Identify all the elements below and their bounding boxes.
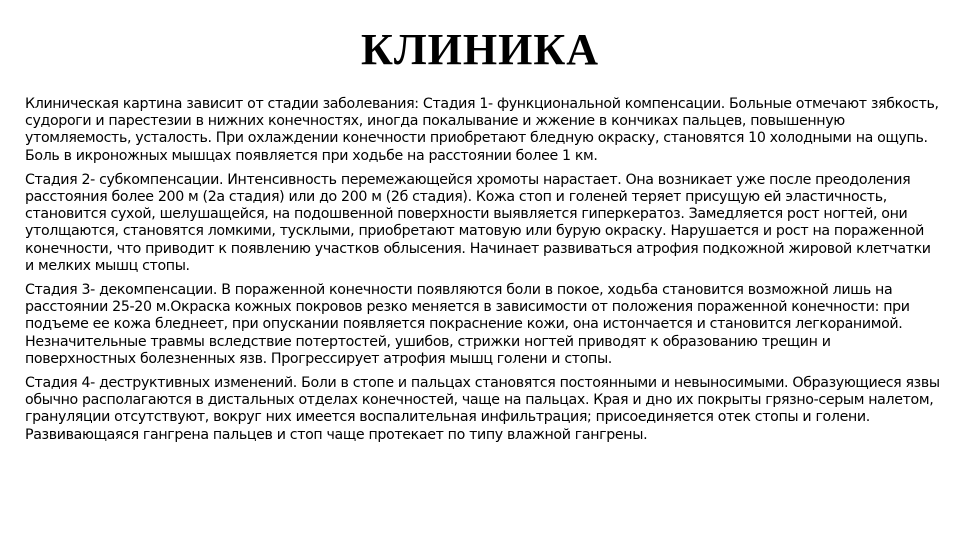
paragraph-stage-3: Стадия 3- декомпенсации. В пораженной конечности появляются боли в покое, ходьба становится возможной лишь на расстоянии 25-20 м.Окраска кожных покровов резко меняется в зависимости от положения пораженной конечности: при подъеме ее кожа бледнеет, при опускании появляется покраснение кожи, она истончается и становится легкоранимой. Незначительные травмы вследствие потертостей, ушибов, стрижки ногтей приводят к образованию трещин и поверхностных болезненных язв. Прогрессирует атрофия мышц голени и стопы. <box>25 282 910 367</box>
slide-body <box>25 96 940 451</box>
paragraph-stage-4: Стадия 4- деструктивных изменений. Боли в стопе и пальцах становятся постоянными и невыносимыми. Образующиеся язвы обычно располагаются в дистальных отделах конечностей, чаще на пальцах. Края и дно их покрыты грязно-серым налетом, грануляции отсутствуют, вокруг них имеется воспалительная инфильтрация; присоединяется отек стопы и голени. Развивающаяся гангрена пальцев и стоп чаще протекает по типу влажной гангрены. <box>25 375 940 443</box>
slide-title: КЛИНИКА <box>360 25 600 74</box>
paragraph-stage-2: Стадия 2- субкомпенсации. Интенсивность перемежающейся хромоты нарастает. Она возникает уже после преодоления расстояния более 200 м (2а стадия) или до 200 м (2б стадия). Кожа стоп и голеней теряет присущую ей эластичность, становится сухой, шелушащейся, на подошвенной поверхности выявляется гиперкератоз. Замедляется рост ногтей, они утолщаются, становятся ломкими, тусклыми, приобретают матовую или бурую окраску. Нарушается и рост на пораженной конечности, что приводит к появлению участков облысения. Начинает развиваться атрофия подкожной жировой клетчатки и мелких мышц стопы. <box>25 171 931 274</box>
paragraph-intro-stage-1: Клиническая картина зависит от стадии заболевания: Стадия 1- функциональной компенсации. Больные отмечают зябкость, судороги и парестезии в нижних конечностях, иногда покалывание и жжение в кончиках пальцев, повышенную утомляемость, усталость. При охлаждении конечности приобретают бледную окраску, становятся 10 холодными на ощупь. Боль в икроножных мышцах появляется при ходьбе на расстоянии более 1 км. <box>25 96 939 164</box>
